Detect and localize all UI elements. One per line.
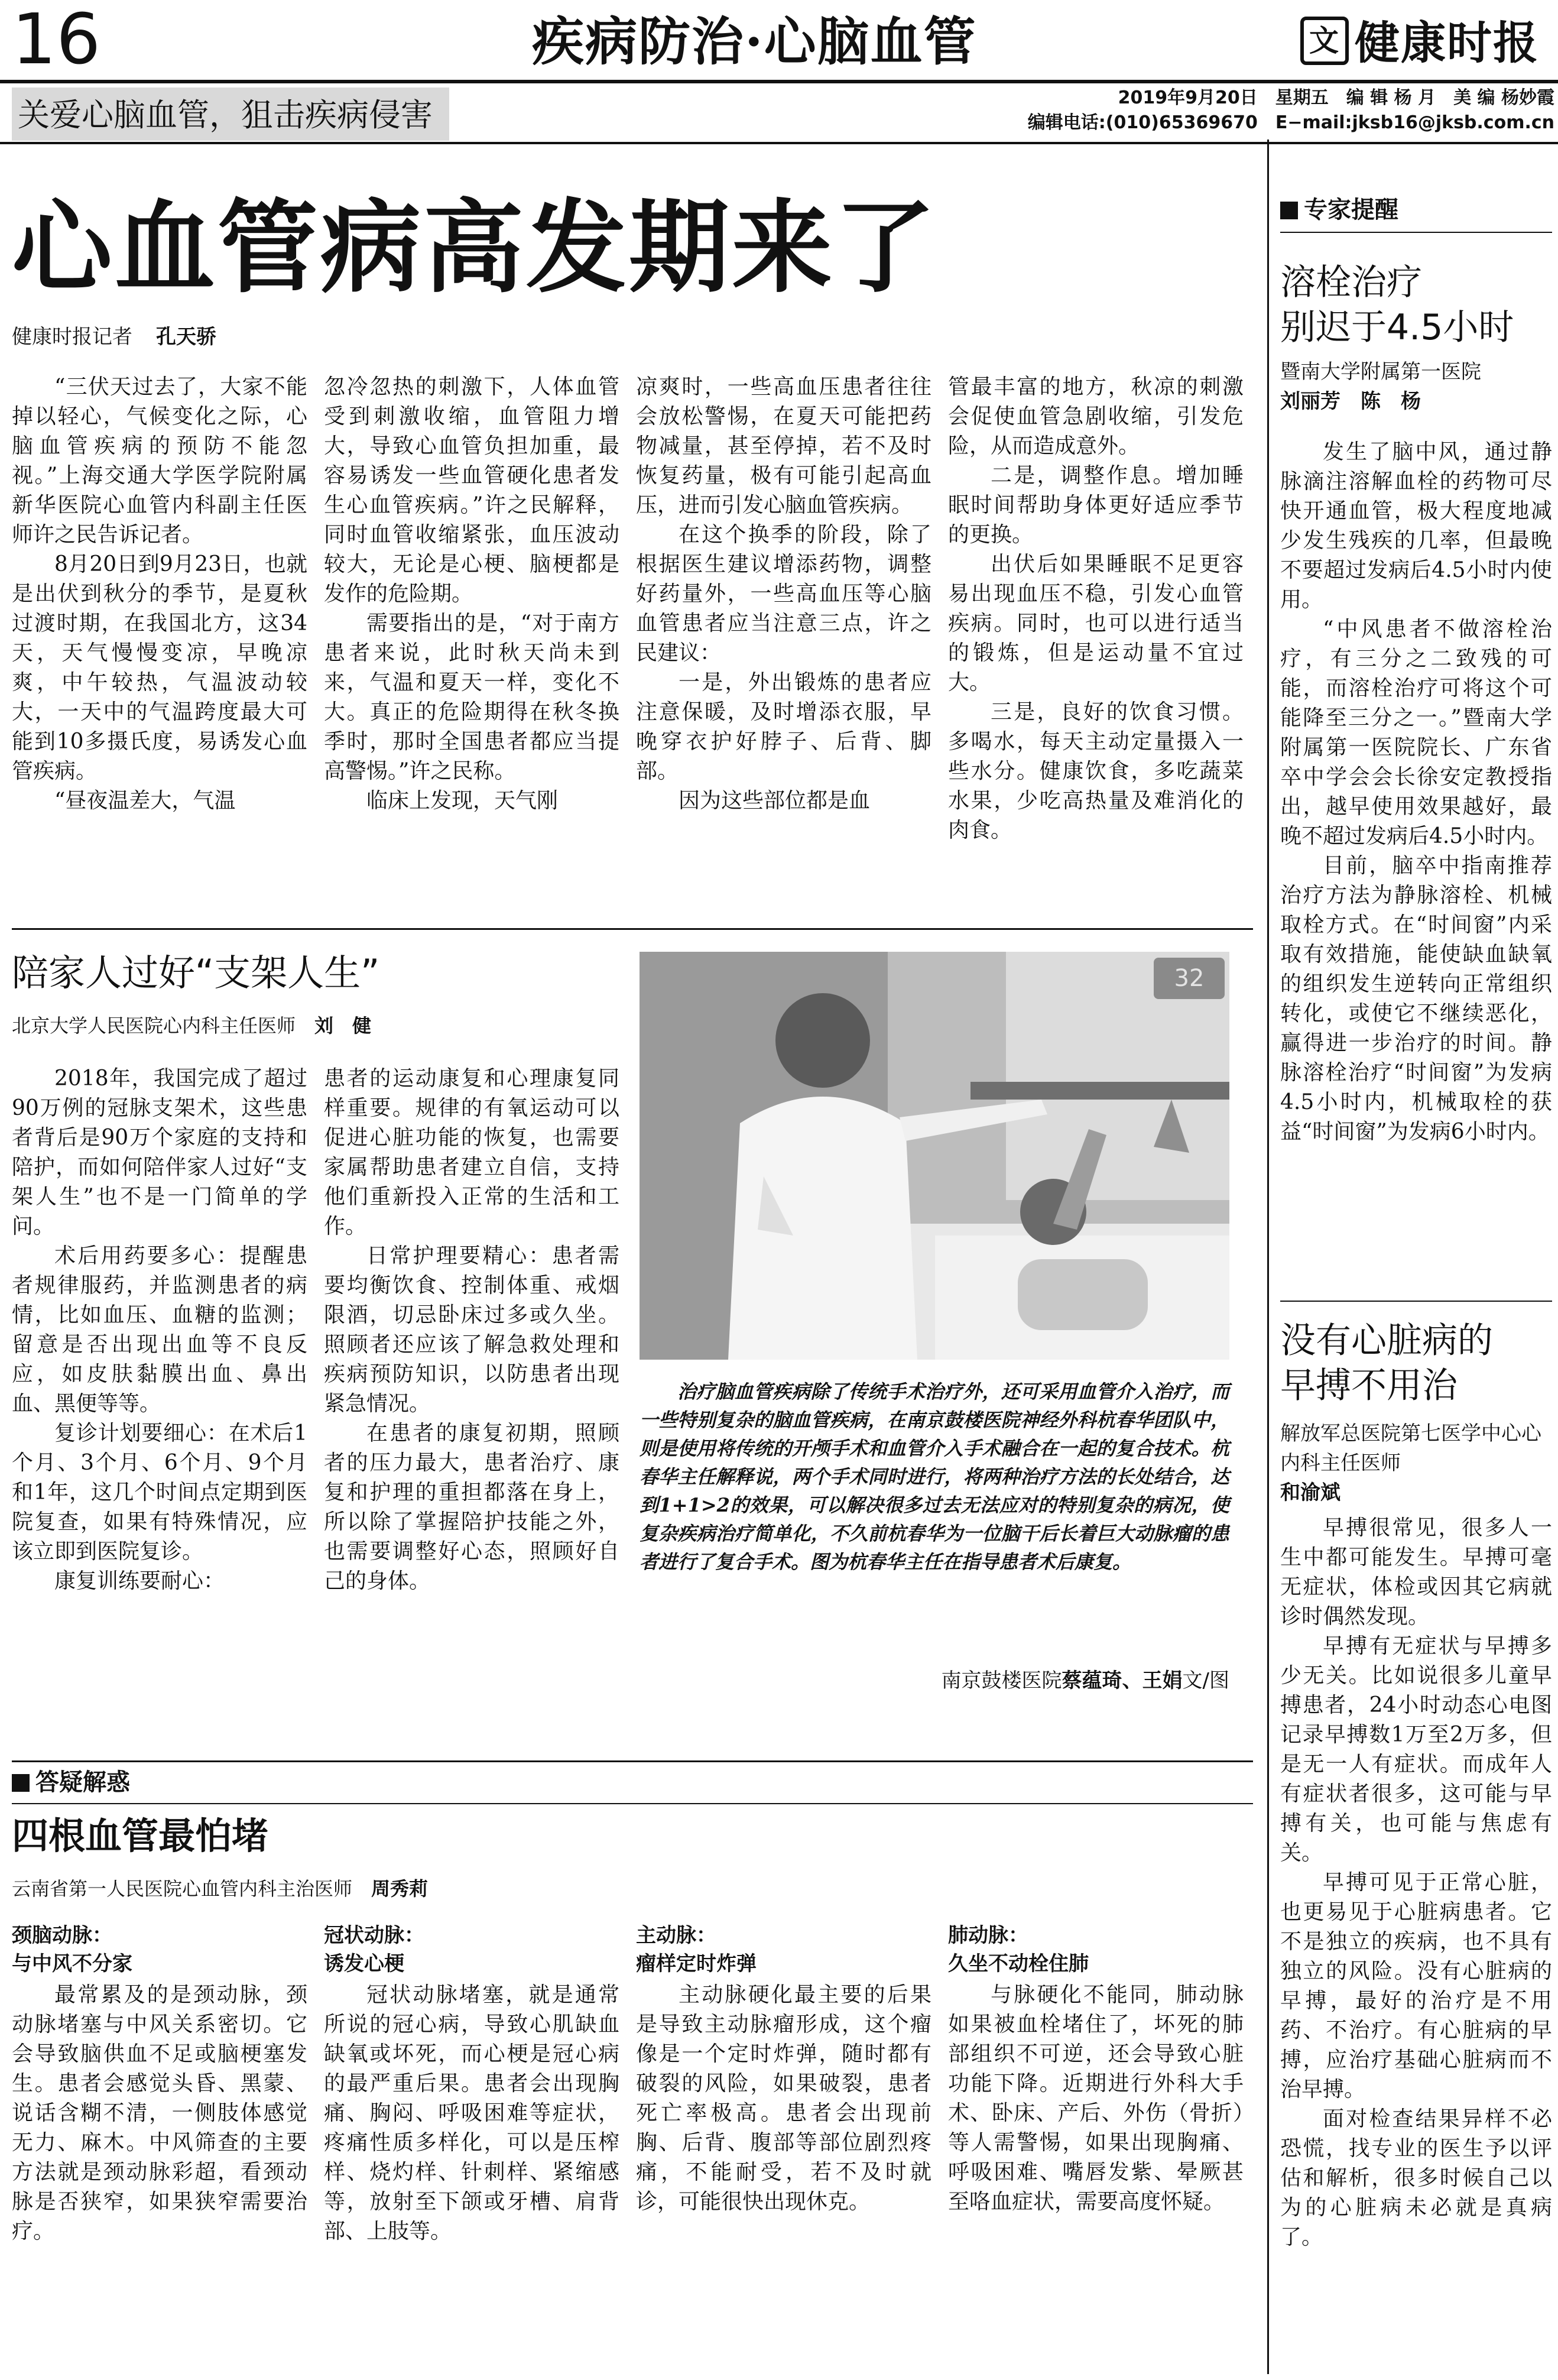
credit-suffix: 文/图 <box>1182 1669 1229 1692</box>
headline-line: 早搏不用治 <box>1280 1365 1458 1406</box>
paragraph: “三伏天过去了，大家不能掉以轻心，气候变化之际，心脑血管疾病的预防不能忽视。”上海交通大学医学院附属新华医院心血管内科副主任医师许之民告诉记者。 <box>12 375 307 547</box>
paragraph: 术后用药要多心：提醒患者规律服药，并监测患者的病情，比如血压、血糖的监测；留意是否出现出血等不良反应，如皮肤黏膜出血、鼻出血、黑便等等。 <box>12 1244 307 1416</box>
logo-text: 健康时报 <box>1355 17 1539 69</box>
credit-prefix: 南京鼓楼医院 <box>941 1669 1062 1692</box>
sidebar-article-2-body <box>1280 1513 1552 2252</box>
companion-headline: 陪家人过好“支架人生” <box>12 951 380 994</box>
sidebar-article-1-byline <box>1280 357 1552 416</box>
page-number: 16 <box>12 0 101 80</box>
qa-column-heading-4 <box>948 1921 1244 1978</box>
photo-credit <box>640 1666 1229 1695</box>
label-text: 专家提醒 <box>1304 196 1398 223</box>
byline-prefix: 解放军总医院第七医学中心心内科主任医师 <box>1280 1422 1541 1475</box>
paragraph: 2018年，我国完成了超过90万例的冠脉支架术，这些患者背后是90万个家庭的支持和陪护，而如何陪伴家人过好“支架人生”也不是一门简单的学问。 <box>12 1066 307 1238</box>
sidebar-rule <box>1280 1301 1552 1302</box>
main-article-column-4 <box>948 372 1244 845</box>
paragraph: 患者的运动康复和心理康复同样重要。规律的有氧运动可以促进心脏功能的恢复，也需要家属帮助患者建立自信，支持他们重新投入正常的生活和工作。 <box>324 1066 619 1238</box>
sidebar-divider <box>1267 140 1269 2374</box>
sidebar-rule <box>1280 232 1552 233</box>
main-article-column-2 <box>324 372 619 816</box>
main-article-column-3 <box>636 372 931 816</box>
newspaper-logo <box>1300 17 1539 70</box>
caption-text: 治疗脑血管疾病除了传统手术治疗外，还可采用血管介入治疗，而一些特别复杂的脑血管疾病，在南京鼓楼医院神经外科杭春华团队中，则是使用将传统的开颅手术和血管介入手术融合在一起的复合技术。杭春华主任解释说，两个手术同时进行，将两种治疗方法的长处结合，达到1+1>2的效果，可以解决很多过去无法应对的特别复杂的病况，使复杂疾病治疗简单化，不久前杭春华为一位脑干后长着巨大动脉瘤的患者进行了复合手术。图为杭春华主任在指导患者术后康复。 <box>640 1380 1229 1573</box>
section-title: 疾病防治·心脑血管 <box>532 11 977 72</box>
logo-seal-icon: 文 <box>1300 17 1349 65</box>
section-divider <box>12 928 1253 930</box>
sidebar-article-1-body <box>1280 437 1552 1147</box>
header-rule <box>0 80 1558 83</box>
photo-caption <box>640 1377 1229 1576</box>
paragraph: 与脉硬化不能同，肺动脉如果被血栓堵住了，坏死的肺部组织不可逆，还会导致心脏功能下降。近期进行外科大手术、卧床、产后、外伤（骨折）等人需警惕，如果出现胸痛、呼吸困难、嘴唇发紫、晕厥甚至咯血症状，需要高度怀疑。 <box>948 1983 1244 2214</box>
credit-names: 蔡蕴琦、王娟 <box>1062 1669 1183 1692</box>
qa-section-label <box>12 1768 130 1797</box>
main-headline: 心血管病高发期来了 <box>12 190 938 307</box>
paragraph: 凉爽时，一些高血压患者往往会放松警惕，在夏天可能把药物减量，甚至停掉，若不及时恢复药量，极有可能引起高血压，进而引发心脑血管疾病。 <box>636 375 931 517</box>
paragraph: 忽冷忽热的刺激下，人体血管受到刺激收缩，血管阻力增大，导致心血管负担加重，最容易诱发一些血管硬化患者发生心血管疾病。”许之民解释，同时血管收缩紧张，血压波动较大，无论是心梗、脑梗都是发作的危险期。 <box>324 375 619 606</box>
header-rule-bottom <box>0 142 1558 144</box>
label-text: 答疑解惑 <box>35 1769 130 1796</box>
byline-prefix: 北京大学人民医院心内科主任医师 <box>12 1014 296 1037</box>
section-divider <box>12 1760 1253 1762</box>
paragraph: 早搏有无症状与早搏多少无关。比如说很多儿童早搏患者，24小时动态心电图记录早搏数1万至2万多，但是无一人有症状。而成年人有症状者很多，这可能与早搏有关，也可能与焦虑有关。 <box>1280 1634 1552 1865</box>
companion-column-1 <box>12 1064 307 1596</box>
byline-prefix: 健康时报记者 <box>12 325 132 349</box>
main-article-column-1 <box>12 372 307 816</box>
byline-prefix: 云南省第一人民医院心血管内科主治医师 <box>12 1878 353 1900</box>
qa-column-heading-2 <box>324 1921 619 1978</box>
paragraph: “中风患者不做溶栓治疗，有三分之二致残的可能，而溶栓治疗可将这个可能降至三分之一。”暨南大学附属第一医院院长、广东省卒中学会会长徐安定教授指出，越早使用效果越好，最晚不超过发病后4.5小时内。 <box>1280 617 1552 848</box>
paragraph: 复诊计划要细心：在术后1个月、3个月、6个月、9个月和1年，这几个时间点定期到医院复查，如果有特殊情况，应该立即到医院复诊。 <box>12 1421 307 1564</box>
sidebar-label <box>1280 195 1398 225</box>
paragraph: “昼夜温差大，气温 <box>54 789 236 813</box>
headline-line: 没有心脏病的 <box>1280 1320 1493 1361</box>
qa-column-heading-3 <box>636 1921 931 1978</box>
paragraph: 一是，外出锻炼的患者应注意保暖，及时增添衣服，早晚穿衣护好脖子、后背、脚部。 <box>636 670 931 783</box>
main-byline <box>12 319 216 355</box>
paragraph: 早搏可见于正常心脏，也更易见于心脏病患者。它不是独立的疾病，也不具有独立的风险。没有心脏病的早搏，最好的治疗是不用药、不治疗。有心脏病的早搏，应治疗基础心脏病而不治早搏。 <box>1280 1870 1552 2102</box>
slogan: 关爱心脑血管，狙击疾病侵害 <box>18 96 433 134</box>
column-title: 肺动脉： <box>948 1924 1028 1947</box>
paragraph: 在患者的康复初期，照顾者的压力最大，患者治疗、康复和护理的重担都落在身上，所以除了掌握陪护技能之外，也需要调整好心态，照顾好自己的身体。 <box>324 1421 619 1593</box>
column-subtitle: 久坐不动栓住肺 <box>948 1952 1089 1976</box>
paragraph: 面对检查结果异样不必恐慌，找专业的医生予以评估和解析，很多时候自己以为的心脏病未必就是真病了。 <box>1280 2107 1552 2249</box>
companion-column-2 <box>324 1064 619 1596</box>
paragraph: 主动脉硬化最主要的后果是导致主动脉瘤形成，这个瘤像是一个定时炸弹，随时都有破裂的风险，如果破裂，患者死亡率极高。患者会出现前胸、后背、腹部等部位剧烈疼痛，不能耐受，若不及时就诊，可能很快出现休克。 <box>636 1983 931 2214</box>
section-divider <box>12 1803 1253 1804</box>
paragraph: 管最丰富的地方，秋凉的刺激会促使血管急剧收缩，引发危险，从而造成意外。 <box>948 375 1244 458</box>
room-number: 32 <box>1174 965 1205 992</box>
paragraph: 8月20日到9月23日，也就是出伏到秋分的季节，是夏秋过渡时期，在我国北方，这34天，天气慢慢变凉，早晚凉爽，中午较热，气温波动较大，一天中的气温跨度最大可能到10多摄氏度，易诱发心血管疾病。 <box>12 552 307 783</box>
headline-line: 溶栓治疗 <box>1280 262 1422 303</box>
companion-byline <box>12 1011 627 1040</box>
column-subtitle: 与中风不分家 <box>12 1952 132 1976</box>
column-title: 冠状动脉： <box>324 1924 424 1947</box>
paragraph: 临床上发现，天气刚 <box>366 789 559 813</box>
paragraph: 在这个换季的阶段，除了根据医生建议增添药物，调整好药量外，一些高血压等心脑血管患者应当注意三点，许之民建议： <box>636 523 931 665</box>
sidebar-article-2-headline <box>1280 1318 1552 1408</box>
square-bullet-icon <box>12 1774 30 1792</box>
byline-name: 周秀莉 <box>371 1878 429 1900</box>
contact-line: 编辑电话:(010)65369670 E−mail:jksb16@jksb.com.cn <box>1027 112 1554 133</box>
paragraph: 需要指出的是，“对于南方患者来说，此时秋天尚未到来，气温和夏天一样，变化不大。真正的危险期得在秋冬换季时，那时全国患者都应当提高警惕。”许之民称。 <box>324 611 619 783</box>
qa-headline: 四根血管最怕堵 <box>12 1814 269 1857</box>
date-editors-line: 2019年9月20日 星期五 编 辑 杨 月 美 编 杨妙霞 <box>1118 87 1554 108</box>
byline-name: 刘丽芳 陈 杨 <box>1280 390 1421 413</box>
paragraph: 因为这些部位都是血 <box>679 789 871 813</box>
byline-name: 孔天骄 <box>156 325 216 349</box>
paragraph: 出伏后如果睡眠不足更容易出现血压不稳，引发心血管疾病。同时，也可以进行适当的锻炼，但是运动量不宜过大。 <box>948 552 1244 695</box>
sidebar-article-1-headline <box>1280 260 1552 350</box>
paragraph: 早搏很常见，很多人一生中都可能发生。早搏可毫无症状，体检或因其它病就诊时偶然发现。 <box>1280 1516 1552 1629</box>
qa-column-4 <box>948 1980 1244 2217</box>
column-subtitle: 诱发心梗 <box>324 1952 404 1976</box>
qa-byline <box>12 1874 957 1904</box>
paragraph: 冠状动脉堵塞，就是通常所说的冠心病，导致心肌缺血缺氧或坏死，而心梗是冠心病的最严重后果。患者会出现胸痛、胸闷、呼吸困难等症状，疼痛性质多样化，可以是压榨样、烧灼样、针刺样、紧缩感等，放射至下颌或牙槽、肩背部、上肢等。 <box>324 1983 619 2243</box>
byline-name: 和渝斌 <box>1280 1481 1340 1504</box>
qa-column-3 <box>636 1980 931 2217</box>
sidebar-article-2-byline <box>1280 1419 1552 1507</box>
paragraph: 目前，脑卒中指南推荐治疗方法为静脉溶栓、机械取栓方式。在“时间窗”内采取有效措施，能使缺血缺氧的组织发生逆转向正常组织转化，或使它不继续恶化，赢得进一步治疗的时间。静脉溶栓治疗“时间窗”为发病4.5小时内，机械取栓的获益“时间窗”为发病6小时内。 <box>1280 854 1552 1144</box>
headline-line: 别迟于4.5小时 <box>1280 307 1514 348</box>
paragraph: 二是，调整作息。增加睡眠时间帮助身体更好适应季节的更换。 <box>948 463 1244 547</box>
column-title: 主动脉： <box>636 1924 716 1947</box>
column-title: 颈脑动脉： <box>12 1924 112 1947</box>
paragraph: 发生了脑中风，通过静脉滴注溶解血栓的药物可尽快开通血管，极大程度地减少发生残疾的几率，但最晚不要超过发病后4.5小时内使用。 <box>1280 440 1552 612</box>
doctor-patient-photo <box>640 952 1229 1360</box>
paragraph: 日常护理要精心：患者需要均衡饮食、控制体重、戒烟限酒，切忌卧床过多或久坐。照顾者还应该了解急救处理和疾病预防知识，以防患者出现紧急情况。 <box>324 1244 619 1416</box>
byline-name: 刘 健 <box>314 1014 372 1037</box>
column-subtitle: 瘤样定时炸弹 <box>636 1952 757 1976</box>
square-bullet-icon <box>1280 202 1298 219</box>
paragraph: 最常累及的是颈动脉，颈动脉堵塞与中风关系密切。它会导致脑供血不足或脑梗塞发生。患者会感觉头昏、黑蒙、说话含糊不清，一侧肢体感觉无力、麻木。中风筛查的主要方法就是颈动脉彩超，看颈动脉是否狭窄，如果狭窄需要治疗。 <box>12 1983 307 2243</box>
paragraph: 三是，良好的饮食习惯。多喝水，每天主动定量摄入一些水分。健康饮食，多吃蔬菜水果，少吃高热量及难消化的肉食。 <box>948 700 1244 842</box>
byline-prefix: 暨南大学附属第一医院 <box>1280 360 1481 384</box>
paragraph: 康复训练要耐心： <box>54 1569 225 1593</box>
qa-column-2 <box>324 1980 619 2246</box>
qa-column-heading-1 <box>12 1921 307 1978</box>
photo-illustration <box>640 952 1229 1360</box>
qa-column-1 <box>12 1980 307 2246</box>
